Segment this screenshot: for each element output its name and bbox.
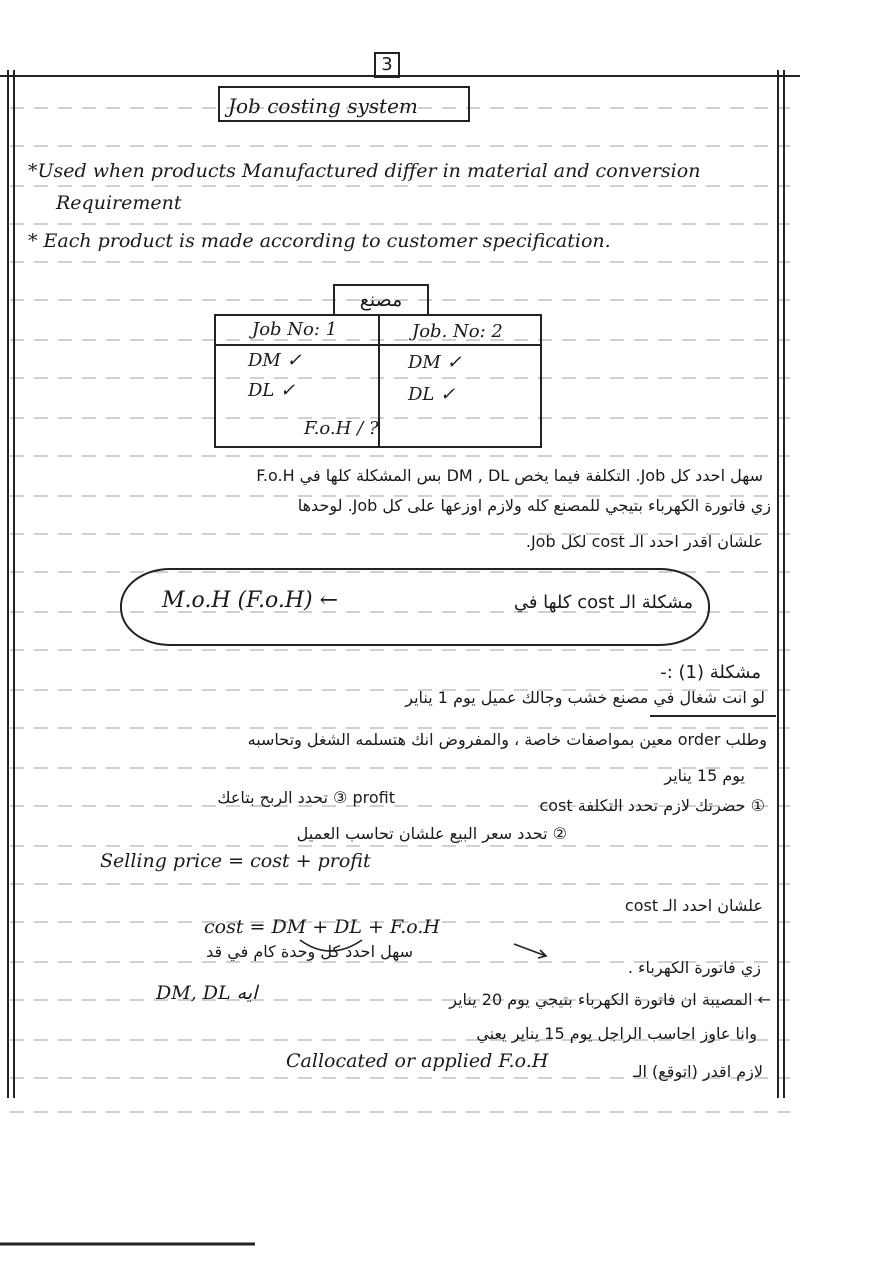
bullet-1-line-1: *Used when products Manufactured differ in material and conversion <box>28 160 701 182</box>
problem-line-4-right: ① حضرتك لازم تحدد التكلفة cost <box>539 796 765 815</box>
problem-line-3: يوم 15 يناير <box>664 766 745 785</box>
easy-note: سهل احدد كل وحدة كام في قد <box>206 942 413 961</box>
note-line-3: علشان اقدر احدد الـ cost لكل Job. <box>525 532 763 551</box>
problem-title: مشكلة (1) :- <box>660 662 761 683</box>
table-header-line <box>216 344 540 346</box>
last-line-ar: لازم اقدر (اتوقع) الـ <box>632 1062 763 1081</box>
cloud-problem: مشكلة الـ cost كلها في <box>513 592 693 613</box>
bullet-2: * Each product is made according to customer specification. <box>28 230 611 252</box>
problem-line-5: ② تحدد سعر البيع علشان تحاسب العميل <box>296 824 567 843</box>
note-line-2: زي فاتورة الكهرباء بتيجي للمصنع كله ولازم اوزعها على كل Job. لوحدها <box>297 496 771 515</box>
dm-dl-note: DM, DL ايه <box>156 982 258 1004</box>
bill-note: زي فاتورة الكهرباء . <box>627 958 761 977</box>
bill-note-3: وانا عاوز احاسب الراجل يوم 15 يناير يعني <box>476 1024 757 1043</box>
table-cell-dm-1: DM ✓ <box>248 350 302 371</box>
problem-line-1: لو انت شغال في مصنع خشب وجالك عميل يوم 1 يناير <box>405 688 765 707</box>
table-cell-dl-2: DL ✓ <box>408 384 456 405</box>
bullet-1-line-2: Requirement <box>56 192 182 214</box>
bill-note-2: ← المصيبة ان فاتورة الكهرباء بتيجي يوم 20 يناير <box>449 990 771 1009</box>
table-header-job-1: Job No: 1 <box>252 319 338 340</box>
table-header-job-2: Job. No: 2 <box>412 321 503 342</box>
table-cell-dm-2: DM ✓ <box>408 352 462 373</box>
table-label: مصنع <box>333 284 429 316</box>
note-line-1: سهل احدد كل Job. التكلفة فيما يخص DM , DL بس المشكلة كلها في F.o.H <box>256 466 763 485</box>
problem-line-4-left: profit ③ تحدد الربح بتاعك <box>217 788 395 807</box>
problem-line-2: وطلب order معين بمواصفات خاصة ، والمفروض انك هتسلمه الشغل وتحاسبه <box>247 730 767 749</box>
selling-price-formula: Selling price = cost + profit <box>100 850 371 872</box>
page-title: Job costing system <box>228 94 418 118</box>
last-line-en: Callocated or applied F.o.H <box>286 1050 549 1072</box>
table-cell-dl-1: DL ✓ <box>248 380 296 401</box>
page-number: 3 <box>374 52 400 78</box>
cost-equation: cost = DM + DL + F.o.H <box>204 916 440 938</box>
table-cell-foh: F.o.H / ? <box>304 418 379 439</box>
cloud-foh: M.o.H (F.o.H) ← <box>162 588 339 613</box>
jobs-table <box>214 314 542 448</box>
cost-label: علشان احدد الـ cost <box>624 896 763 915</box>
